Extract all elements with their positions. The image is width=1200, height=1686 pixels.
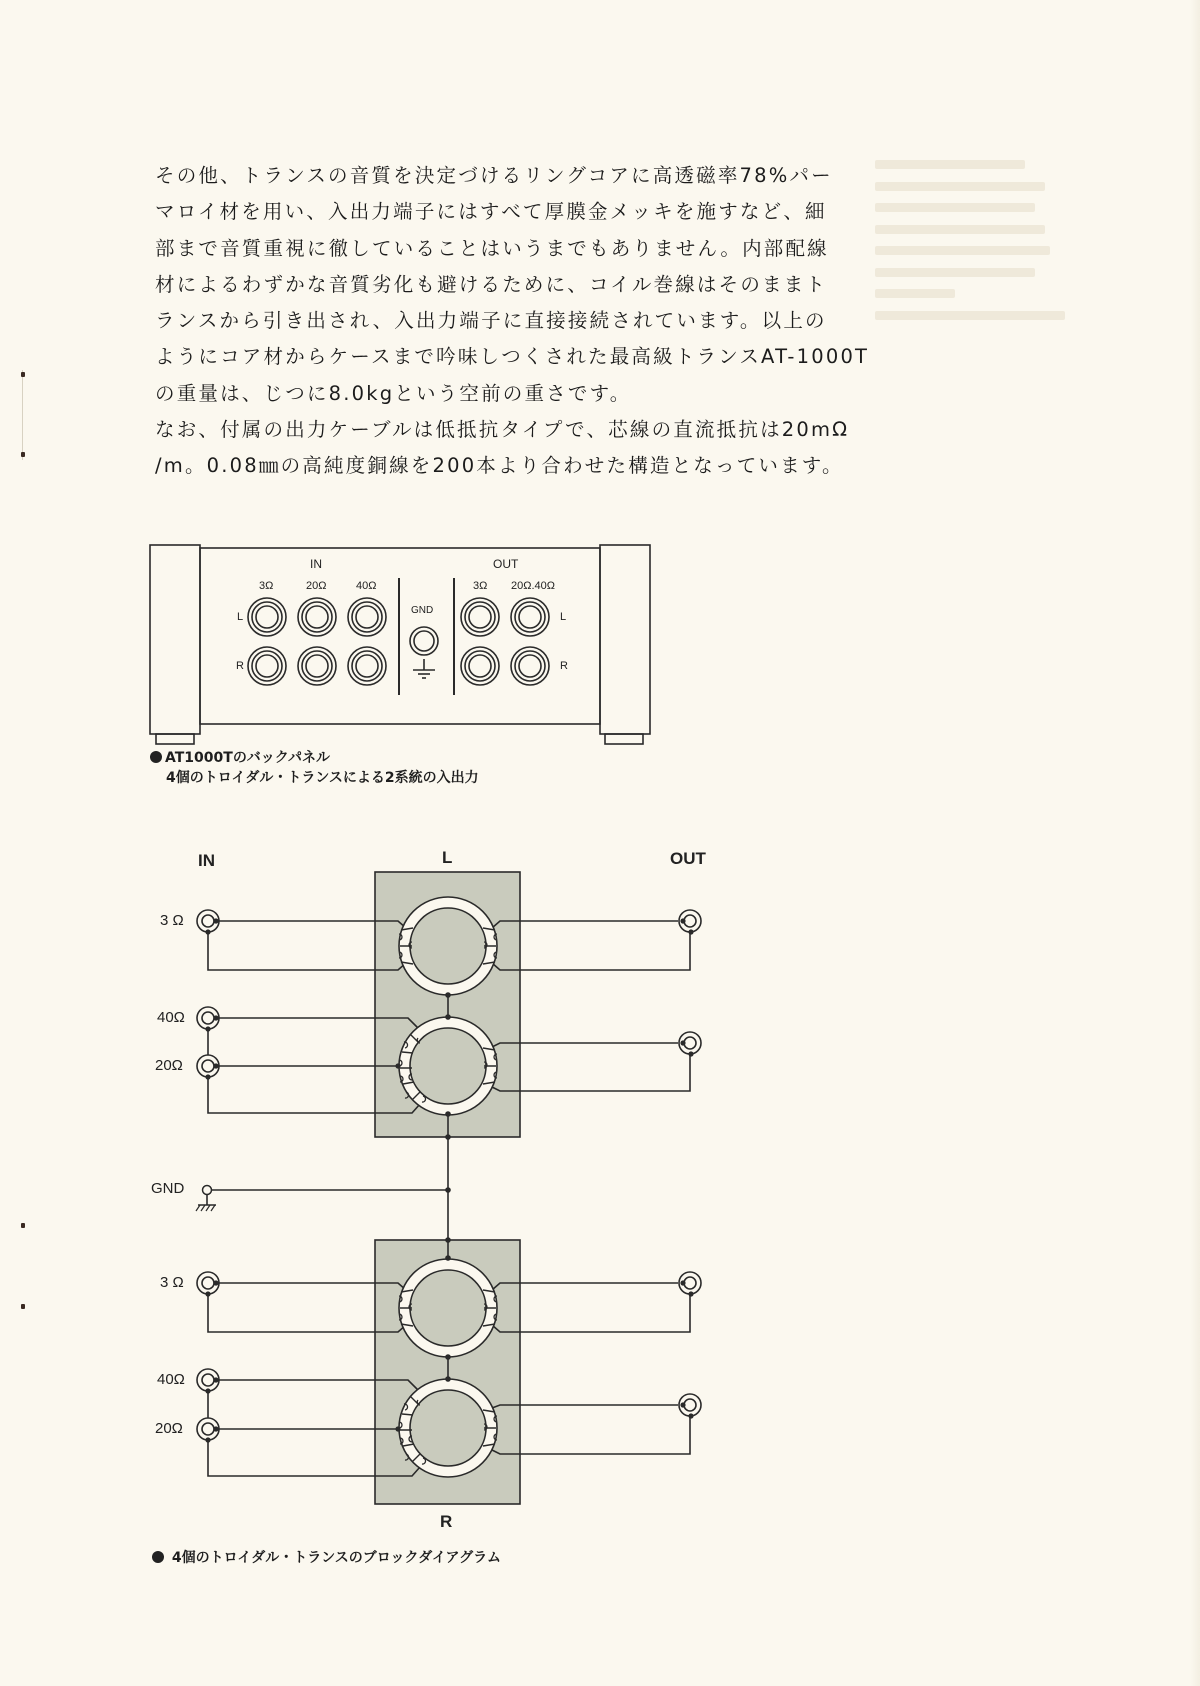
back-panel-out-label: OUT <box>493 557 519 571</box>
back-panel-out-20-40ohm: 20Ω.40Ω <box>511 580 555 592</box>
back-panel-out-3ohm: 3Ω <box>473 580 488 592</box>
binder-hole-mark <box>21 1304 25 1309</box>
caption-title: AT1000Tのバックパネル <box>165 750 330 766</box>
diagram-right-channel-label: R <box>440 1512 453 1531</box>
back-panel-right-label: R <box>236 660 244 672</box>
body-line: 材によるわずかな音質劣化も避けるために、コイル巻線はそのままト <box>155 272 828 296</box>
binder-hole-mark <box>21 1223 25 1228</box>
bullet-icon <box>150 751 162 763</box>
body-line: なお、付属の出力ケーブルは低抵抗タイプで、芯線の直流抵抗は20mΩ <box>155 418 850 442</box>
body-line: /m。0.08㎜の高純度銅線を200本より合わせた構造となっています。 <box>155 454 844 478</box>
back-panel-in-label: IN <box>310 557 322 571</box>
back-panel-in-40ohm: 40Ω <box>356 580 377 592</box>
block-diagram-caption <box>152 1548 501 1568</box>
back-panel-out-left-label: L <box>560 611 567 623</box>
back-panel-out-right-label: R <box>560 660 568 672</box>
body-line: 部まで音質重視に徹していることはいうまでもありません。内部配線 <box>155 236 829 260</box>
diagram-r-40ohm-label: 40Ω <box>157 1371 185 1388</box>
diagram-out-label: OUT <box>670 849 706 868</box>
back-panel-gnd-label: GND <box>411 605 434 616</box>
diagram-l-20ohm-label: 20Ω <box>155 1057 183 1074</box>
diagram-l-40ohm-label: 40Ω <box>157 1009 185 1026</box>
body-line: ランスから引き出され、入出力端子に直接接続されています。以上の <box>155 309 827 333</box>
back-panel-left-label: L <box>237 611 244 623</box>
diagram-r-3ohm-label: 3 Ω <box>160 1274 184 1291</box>
back-panel-in-20ohm: 20Ω <box>306 580 327 592</box>
body-line: マロイ材を用い、入出力端子にはすべて厚膜金メッキを施すなど、細 <box>155 200 827 224</box>
bullet-icon <box>152 1551 164 1563</box>
diagram-r-20ohm-label: 20Ω <box>155 1420 183 1437</box>
back-panel-in-3ohm: 3Ω <box>259 580 274 592</box>
body-line: の重量は、じつに8.0kgという空前の重さです。 <box>155 381 632 405</box>
diagram-gnd-label: GND <box>151 1180 185 1197</box>
diagram-l-3ohm-label: 3 Ω <box>160 912 184 929</box>
body-line: その他、トランスの音質を決定づけるリングコアに高透磁率78%パー <box>155 164 833 187</box>
diagram-left-channel-label: L <box>442 848 453 867</box>
back-panel-caption <box>150 748 479 788</box>
body-line: ようにコア材からケースまで吟味しつくされた最高級トランスAT-1000T <box>155 345 870 369</box>
caption-subtitle: 4個のトロイダル・トランスによる2系統の入出力 <box>166 770 479 786</box>
caption-title: 4個のトロイダル・トランスのブロックダイアグラム <box>171 1550 501 1566</box>
diagram-in-label: IN <box>198 851 215 870</box>
